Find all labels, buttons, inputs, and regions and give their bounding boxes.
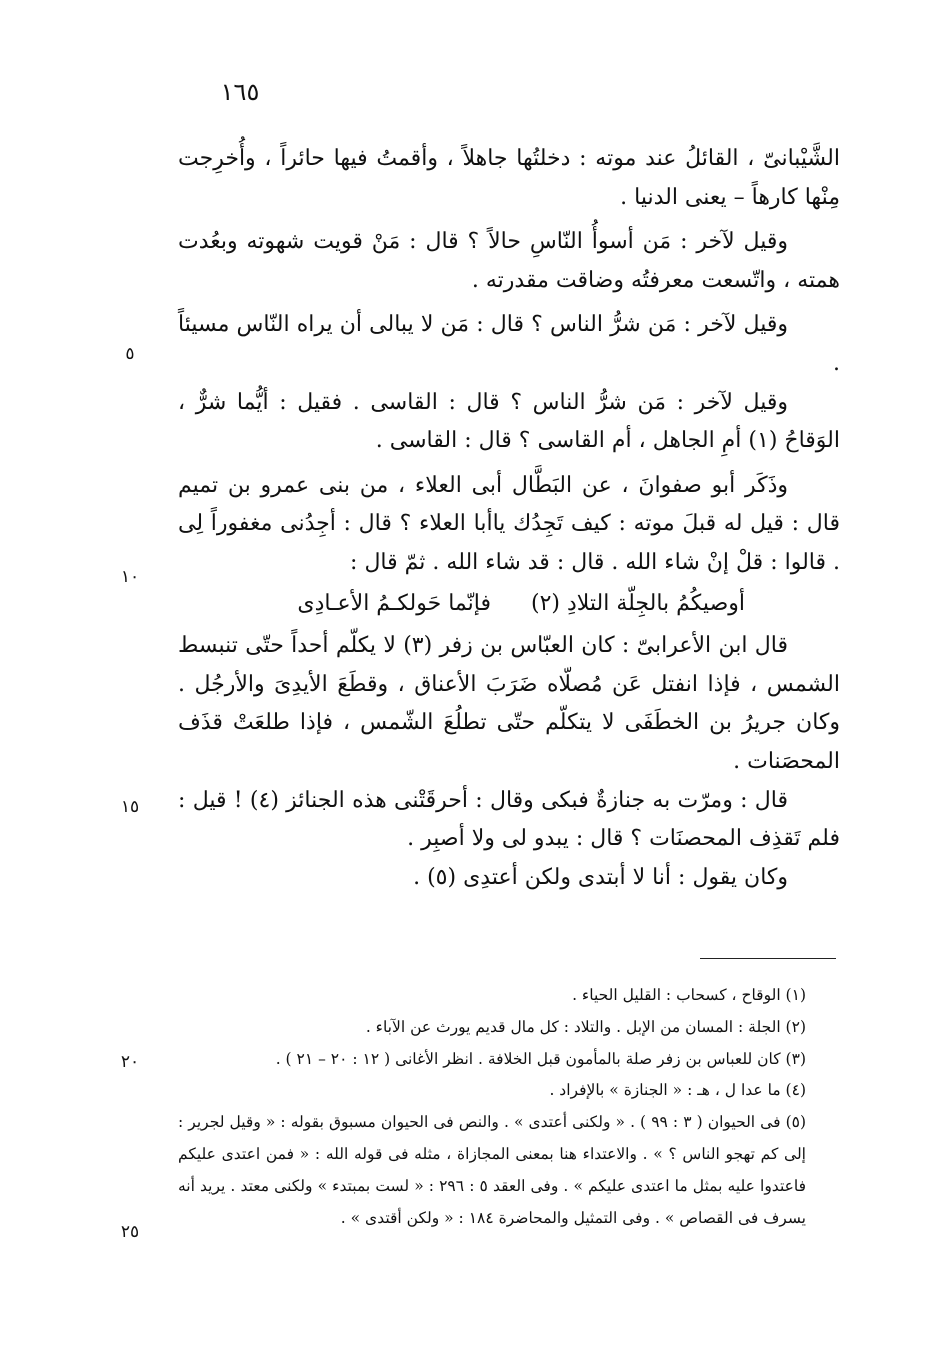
main-text <box>178 140 840 897</box>
paragraph: قال ابن الأعرابىّ : كان العبّاس بن زفر (٣) لا يكلّم أحداً حتّى تنبسط الشمس ، فإذا انفتل عَن مُصلّاه ضَرَبَ الأعناق ، وقطَعَ الأيدِىَ والأرجُل . وكان جريرُ بن الخطَفَى لا يتكلّم حتّى تطلُعَ الشّمس ، فإذا طلعَتْ قذَف المحصَنات . <box>178 633 840 774</box>
paragraph: وقيل لآخر : مَن شرُّ الناس ؟ قال : مَن لا يبالى أن يراه النّاس مسيئاً . <box>178 312 840 376</box>
paragraph: الشَّيْبانىّ ، القائلُ عند موته : دخلتُها جاهلاً ، وأقمتُ فيها حائراً ، وأُخرِجت مِنْها كارهاً – يعنى الدنيا . <box>178 146 840 210</box>
footnotes <box>178 980 840 1234</box>
footnote: (١) الوقاح ، كسحاب : القليل الحياء . <box>572 986 806 1004</box>
line-number: ٢٥ <box>120 1222 140 1242</box>
verse-first-hemistich: أوصيكُمُ بالجِلّة التلادِ (٢) <box>530 590 745 616</box>
line-number: ١٥ <box>120 797 140 817</box>
paragraph: قال : ومرّت به جنازةٌ فبكى وقال : أحرقَتْنى هذه الجنائز (٤) ! قيل : فلم تَقذِف المحصنَات ؟ قال : يبدو لى ولا أصبِر . <box>178 787 840 852</box>
paragraph: وذَكَر أبو صفوانَ ، عن البَطَّال أبى العلاء ، من بنى عمرو بن تميم قال : قيل له قبلَ موته : كيف تَجِدُك ياأبا العلاء ؟ قال : أجِدُنى مغفوراً لِى . قالوا : قلْ إنْ شاء الله . قال : قد شاء الله . ثمّ قال : <box>178 472 840 575</box>
footnote: (٥) فى الحيوان ( ٣ : ٩٩ ) . « ولكنى أعتدى » . والنص فى الحيوان مسبوق بقوله : « وقيل لجرير : إلى كم تهجو الناس ؟ » . والاعتداء هنا بمعنى المجازاة ، مثله فى قوله الله : « فمن اعتدى عليكم فاعتدوا عليه بمثل ما اعتدى عليكم » . وفى العقد ٥ : ٢٩٦ : « لست بمبتدء » ولكنى معتد . يريد أنه يسرف فى القصاص » . وفى التمثيل والمحاضرة ١٨٤ : « ولكن أقتدى » . <box>178 1113 807 1227</box>
line-number: ١٠ <box>120 567 140 587</box>
footnote: (٣) كان للعباس بن زفر صلة بالمأمون قبل الخلافة . انظر الأغانى ( ١٢ : ٢٠ – ٢١ ) . <box>275 1049 806 1068</box>
paragraph: وقيل لآخر : مَن أسوأُ النّاسِ حالاً ؟ قال : مَنْ قويت شهوته وبعُدت همته ، واتّسعت معرفتُه وضاقت مقدرته . <box>178 229 840 293</box>
verse-second-hemistich: فإنّما حَولكـمُ الأعـادِى <box>297 590 491 616</box>
paragraph: وكان يقول : أنا لا أبتدى ولكن أعتدِى (٥) . <box>413 864 788 890</box>
footnote-divider <box>700 958 836 959</box>
line-number: ٥ <box>125 344 135 364</box>
verse <box>178 585 840 624</box>
footnote: (٤) ما عدا ل ، هـ : « الجنازة » بالإفراد . <box>549 1081 806 1100</box>
paragraph: وقيل لآخر : مَن شرُّ الناس ؟ قال : القاسى . فقيل : أيُّما شرٌّ ، الوَقاحُ (١) أمِ الجاهل ، أم القاسى ؟ قال : القاسى . <box>178 389 840 454</box>
page-number: ١٦٥ <box>220 78 260 106</box>
line-number: ٢٠ <box>120 1052 140 1072</box>
footnote: (٢) الجلة : المسان من الإبل . والتلاد : كل مال قديم يورث عن الآباء . <box>365 1017 806 1036</box>
